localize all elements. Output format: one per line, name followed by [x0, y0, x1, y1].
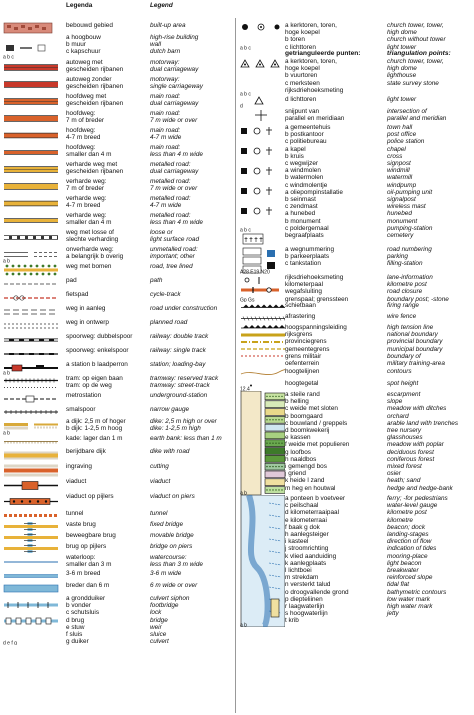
legend-symbol-water1: [2, 554, 60, 570]
legend-entry: [237, 391, 474, 495]
legend-term-english: light tower: [387, 96, 417, 103]
legend-entry: [0, 305, 234, 319]
legend-term-dutch: a wegnummering b parkeerplaats c tankstation: [285, 246, 335, 268]
legend-entry: [237, 324, 474, 368]
legend-entry: [0, 34, 234, 59]
legend-term-english: cemetery: [387, 232, 414, 239]
legend-term-dutch: schietbaan: [285, 302, 316, 309]
legend-term-english: dike: 2,5 m high or over dike: 1-2,5 m high: [150, 418, 217, 433]
legend-term-english: narrow gauge: [150, 406, 190, 413]
legend-term-dutch: autoweg met gescheiden rijbanen: [66, 59, 124, 74]
legend-term-english: railway: double track: [150, 333, 209, 340]
legend-term-dutch: berijdbare dijk: [66, 448, 106, 455]
legend-symbol-road: [2, 76, 60, 93]
legend-symbol-tunnel: [2, 510, 60, 521]
legend-symbol-trees: [2, 263, 60, 277]
symbol-letter-labels: d: [240, 103, 243, 108]
legend-term-dutch: spoorweg: enkelspoor: [66, 347, 129, 354]
legend-term-english: lane-information kilometre post road closure boundary post; -stone: [387, 274, 449, 303]
legend-term-dutch: a station b laadperron: [66, 361, 128, 368]
legend-entry: [0, 22, 234, 34]
legend-term-english: bridge on piers: [150, 543, 193, 550]
legend-entry: [0, 229, 234, 246]
legend-entry: [0, 291, 234, 305]
legend-symbol-tram: [2, 375, 60, 392]
legend-symbol-roadnum: [239, 246, 285, 274]
symbol-letter-labels: Gp Gs: [240, 297, 255, 302]
legend-term-english: tramway: reserved track tramway: street-track: [150, 375, 219, 390]
legend-term-dutch: autoweg zonder gescheiden rijbanen: [66, 76, 124, 91]
legend-symbol-waterfeat: [239, 495, 285, 627]
legend-term-dutch: vaste brug: [66, 521, 96, 528]
legend-term-dutch: a grondduiker b vonder c schutsluis d brug e stuw f sluis g duiker: [66, 595, 106, 646]
legend-term-dutch: beweegbare brug: [66, 532, 116, 539]
legend-symbol-viaduct: [2, 478, 60, 493]
legend-term-english: road, tree lined: [150, 263, 193, 270]
legend-entry: [0, 375, 234, 392]
legend-term-dutch: hoofdweg: 4-7 m breed: [66, 127, 101, 142]
legend-term-english: viaduct: [150, 478, 171, 485]
legend-symbol-posts: [239, 274, 285, 302]
legend-term-dutch: breder dan 6 m: [66, 582, 110, 589]
legend-term-dutch: verharde weg met gescheiden rijbanen: [66, 161, 124, 176]
legend-term-dutch: getrianguleerde punten:: [285, 50, 361, 57]
legend-term-english: town hall post office police station chapel cross signpost windmill watermill windpump oil-pumping unit signalpost wireless mast hunebed monument pumping-station: [387, 124, 433, 232]
legend-term-dutch: spoorweg: dubbelspoor: [66, 333, 133, 340]
title-english: Legend: [150, 2, 173, 9]
legend-term-english: 3-6 m wide: [150, 570, 182, 577]
legend-symbol-constr: [2, 305, 60, 319]
legend-entry: [0, 161, 234, 178]
legend-term-dutch: tunnel: [66, 510, 84, 517]
legend-term-dutch: hoogspanningsleiding rijksgrens provinciegrens gemeentegrens grens militair oefenterrein: [285, 324, 347, 368]
legend-term-dutch: a dijk: 2,5 m of hoger b dijk: 1-2,5 m hoog: [66, 418, 126, 433]
legend-symbol-cycle: [2, 291, 60, 305]
legend-entry: [0, 93, 234, 110]
legend-symbol-culverts: [2, 595, 60, 645]
legend-entry: [0, 435, 234, 448]
legend-entry: [237, 495, 474, 627]
symbol-letter-labels: d e f g: [3, 640, 17, 645]
legend-entry: [0, 277, 234, 291]
legend-term-english: road numbering parking filling-station: [387, 246, 432, 268]
legend-entry: [237, 124, 474, 232]
legend-entry: [0, 127, 234, 144]
legend-term-english: firing range: [387, 302, 419, 309]
legend-entry: [0, 333, 234, 347]
legend-term-dutch: a kerktoren, toren, hoge koepel b toren c lichttoren: [285, 22, 337, 51]
legend-term-dutch: hoofdweg: 7 m of breder: [66, 110, 105, 125]
legend-term-english: wire fence: [387, 313, 417, 320]
legend-term-english: contours: [387, 368, 412, 375]
legend-symbol-borders: [239, 324, 285, 368]
legend-term-english: station; loading-bay: [150, 361, 206, 368]
legend-symbol-road: [2, 229, 60, 246]
legend-term-dutch: pad: [66, 277, 77, 284]
legend-entry: [237, 232, 474, 246]
legend-symbol-road: [2, 195, 60, 212]
legend-term-english: church tower, tower, high dome lighthouse state survey stone: [387, 58, 444, 87]
legend-term-dutch: hoofdweg met gescheiden rijbanen: [66, 93, 124, 108]
legend-symbol-viapier: [2, 493, 60, 510]
legend-entry: [237, 368, 474, 380]
legend-term-dutch: rijksdriehoeksmeting kilometerpaal wegafsluiting grenspaal; grenssteen: [285, 274, 349, 303]
legend-term-english: main road: 4-7 m wide: [150, 127, 182, 142]
legend-symbol-builtup: [2, 22, 60, 34]
legend-symbol-road: [2, 144, 60, 161]
legend-symbol-kade: [2, 435, 60, 448]
legend-entry: [237, 58, 474, 96]
legend-term-english: railway: single track: [150, 347, 206, 354]
legend-entry: [0, 195, 234, 212]
legend-entry: [0, 406, 234, 418]
legend-term-english: metalled road: less than 4 m wide: [150, 212, 203, 227]
legend-symbol-rail2: [2, 333, 60, 347]
symbol-letter-labels: a b: [240, 622, 247, 627]
legend-term-dutch: verharde weg: smaller dan 4 m: [66, 212, 112, 227]
symbol-letter-labels: a b: [3, 370, 10, 375]
legend-term-english: loose or light surface road: [150, 229, 200, 244]
legend-entry: [0, 212, 234, 229]
legend-term-english: main road: 7 m wide or over: [150, 110, 198, 125]
legend-term-english: metalled road: dual carriageway: [150, 161, 199, 176]
legend-symbol-lighttower: [239, 96, 285, 108]
legend-term-dutch: verharde weg: 4-7 m breed: [66, 195, 107, 210]
legend-term-english: culvert siphon footbridge lock bridge weir sluice culvert: [150, 595, 190, 646]
legend-entry: [0, 510, 234, 521]
legend-term-english: high tension line national boundary provincial boundary municipal boundary boundary of military training-area: [387, 324, 445, 368]
legend-entry: [0, 76, 234, 93]
legend-symbol-planned: [2, 319, 60, 333]
legend-symbol-contours: [239, 368, 285, 380]
legend-entry: [0, 595, 234, 645]
legend-entry: [0, 361, 234, 375]
column-divider: [235, 18, 236, 713]
symbol-letter-labels: a b: [3, 430, 10, 435]
legend-term-english: cutting: [150, 463, 169, 470]
legend-term-english: built-up area: [150, 22, 186, 29]
legend-symbol-station: [2, 361, 60, 375]
legend-entry: [0, 543, 234, 554]
legend-entry: [0, 478, 234, 493]
legend-symbol-abc: [2, 34, 60, 59]
legend-entry: [0, 582, 234, 595]
title-dutch: Legenda: [66, 2, 93, 9]
legend-term-dutch: brug op pijlers: [66, 543, 107, 550]
symbol-letter-labels: a b: [240, 490, 247, 495]
legend-symbol-dikeroad: [2, 448, 60, 463]
legend-term-english: 6 m wide or over: [150, 582, 198, 589]
legend-symbol-spot: [239, 380, 285, 391]
legend-symbol-water2: [2, 570, 60, 582]
legend-symbol-road: [2, 127, 60, 144]
legend-term-english: metalled road: 7 m wide or over: [150, 178, 198, 193]
legend-term-dutch: d lichttoren: [285, 96, 317, 103]
legend-term-english: cycle-track: [150, 291, 181, 298]
symbol-letter-labels: a b c: [240, 45, 251, 50]
legend-entry: [0, 178, 234, 195]
legend-term-dutch: viaduct: [66, 478, 87, 485]
legend-symbol-road: [2, 110, 60, 127]
legend-term-dutch: hoofdweg: smaller dan 4 m: [66, 144, 112, 159]
legend-term-dutch: fietspad: [66, 291, 89, 298]
legend-symbol-bridge: [2, 521, 60, 532]
legend-symbol-path: [2, 277, 60, 291]
legend-entry: [0, 418, 234, 435]
legend-symbol-towers: [239, 22, 285, 50]
legend-symbol-firing: [239, 302, 285, 313]
legend-symbol-cutting: [2, 463, 60, 478]
legend-entry: [0, 554, 234, 570]
legend-entry: [237, 302, 474, 313]
legend-term-dutch: 3-6 m breed: [66, 570, 101, 577]
legend-symbol-metro: [2, 392, 60, 406]
legend-term-dutch: a kerktoren, toren, hoge koepel b vuurtoren c merksteen rijksdriehoeksmeting: [285, 58, 344, 94]
legend-term-english: underground-station: [150, 392, 208, 399]
legend-entry: [237, 50, 474, 58]
legend-symbol-road: [2, 59, 60, 76]
legend-term-english: spot height: [387, 380, 419, 387]
legend-symbol-buildings: [239, 124, 285, 232]
legend-entry: [0, 532, 234, 543]
legend-entry: [0, 110, 234, 127]
legend-term-english: high-rise building wall dutch barn: [150, 34, 199, 56]
legend-term-dutch: weg met bomen: [66, 263, 112, 270]
legend-entry: [0, 319, 234, 333]
legend-term-dutch: ingraving: [66, 463, 92, 470]
legend-term-english: viaduct on piers: [150, 493, 195, 500]
legend-term-english: watercourse: less than 3 m wide: [150, 554, 203, 569]
legend-entry: [237, 380, 474, 391]
legend-entry: [0, 144, 234, 161]
legend-symbol-dike: [2, 418, 60, 435]
legend-term-english: road under construction: [150, 305, 218, 312]
legend-term-dutch: waterloop: smaller dan 3 m: [66, 554, 112, 569]
legend-entry: [237, 313, 474, 324]
legend-symbol-trig: [239, 58, 285, 96]
legend-entry: [237, 246, 474, 274]
legend-symbol-fence: [239, 313, 285, 324]
legend-term-dutch: viaduct op pijlers: [66, 493, 114, 500]
symbol-letter-labels: a b c: [240, 227, 251, 232]
legend-symbol-road: [2, 212, 60, 229]
legend-entry: [0, 448, 234, 463]
legend-entry: [0, 347, 234, 361]
legend-term-english: unmetalled road: important; other: [150, 246, 198, 261]
legend-term-dutch: hoogtegetal: [285, 380, 319, 387]
legend-term-english: motorway: dual carriageway: [150, 59, 199, 74]
symbol-letter-labels: 12.4: [240, 386, 250, 391]
legend-symbol-road: [2, 93, 60, 110]
legend-term-english: path: [150, 277, 163, 284]
legend-term-english: motorway: single carriageway: [150, 76, 203, 91]
legend-entry: [237, 96, 474, 108]
legend-term-dutch: begraafplaats: [285, 232, 324, 239]
legend-term-english: planned road: [150, 319, 188, 326]
legend-term-english: main road: less than 4 m wide: [150, 144, 203, 159]
symbol-letter-labels: a b c: [240, 91, 251, 96]
legend-symbol-unmet: [2, 246, 60, 263]
legend-symbol-cemetery: [239, 232, 285, 246]
legend-term-english: tunnel: [150, 510, 168, 517]
legend-term-english: earth bank: less than 1 m: [150, 435, 222, 442]
legend-term-dutch: a hoogbouw b muur c kapschuur: [66, 34, 101, 56]
legend-term-dutch: a gemeentehuis b postkantoor c politiebureau a kapel b kruis c wegwijzer a windmolen b watermolen c windmolentje a oliepompinstallatie b seinmast c zendmast a hunebed b monument c poldergemaal: [285, 124, 343, 232]
legend-term-dutch: weg met losse of slechte verharding: [66, 229, 119, 244]
legend-term-english: church tower, tower, high dome church without tower light tower: [387, 22, 446, 51]
legend-term-dutch: onverharde weg: a belangrijk b overig: [66, 246, 124, 261]
symbol-letter-labels: a b c: [3, 54, 14, 59]
legend-entry: [0, 263, 234, 277]
legend-term-dutch: smalspoor: [66, 406, 96, 413]
legend-symbol-bridge: [2, 543, 60, 554]
legend-term-english: fixed bridge: [150, 521, 184, 528]
legend-entry: [237, 274, 474, 302]
legend-symbol-water3: [2, 582, 60, 595]
legend-symbol-landuse: [239, 391, 285, 495]
legend-symbol-road: [2, 178, 60, 195]
legend-term-english: intersection of parallel and meridian: [387, 108, 447, 123]
legend-symbol-rail1: [2, 347, 60, 361]
legend-entry: [237, 108, 474, 124]
legend-term-dutch: metrostation: [66, 392, 102, 399]
legend-symbol-road: [2, 161, 60, 178]
legend-term-dutch: verharde weg: 7 m of breder: [66, 178, 107, 193]
legend-term-dutch: a ponteen b voetveer c peilschaal d kilometerraaipaal e kilometerraai f baak g dok h aanlegsteiger i kasteel j stroomrichting k vlied aanduiding k aanlegplaats l lichtboei m strekdam n versterkt talud o droogvallende grond p diepteliinen r laagwaterlijn s hoogwaterlijn t krib: [285, 495, 349, 625]
legend-term-dutch: weg in aanleg: [66, 305, 106, 312]
symbol-letter-labels: a b: [3, 258, 10, 263]
legend-symbol-narrow: [2, 406, 60, 418]
legend-term-english: escarpment slope meadow with ditches orchard arable land with trenches tree nursery glasshouses meadow with poplar deciduous forest coniferous forest mixed forest osier heath; sand hedge and hedge-bank: [387, 391, 459, 492]
legend-entry: [0, 521, 234, 532]
legend-term-english: triangulation points:: [387, 50, 451, 57]
legend-term-english: ferry; -for pedestrians water-level gauge kilometre post kilometre beacon; dock landing-stages direction of flow indication of tides mooring-place light beacon breakwater reinforced slope tidal flat bathymetric contours low water mark high water mark jetty: [387, 495, 448, 618]
legend-term-english: movable bridge: [150, 532, 194, 539]
legend-entry: [0, 493, 234, 510]
legend-entry: [0, 570, 234, 582]
legend-symbol-cross: [239, 108, 285, 124]
legend-term-english: dike with road: [150, 448, 190, 455]
legend-term-english: main road: dual carriageway: [150, 93, 199, 108]
legend-entry: [0, 392, 234, 406]
legend-term-dutch: hoogtelijnen: [285, 368, 320, 375]
legend-term-dutch: snijpunt van parallel en meridiaan: [285, 108, 345, 123]
legend-entry: [0, 59, 234, 76]
legend-term-dutch: afrastering: [285, 313, 316, 320]
legend-term-dutch: bebouwd gebied: [66, 22, 113, 29]
legend-term-dutch: a steile rand b helling c weide met sloten b boomgaard c bouwland / greppels d boomkwekerij e kassen f weide met populieren g loofbos h naaldbos i gemengd bos j griend k heide l zand m heg en houtwal: [285, 391, 350, 492]
legend-term-english: metalled road: 4-7 m wide: [150, 195, 191, 210]
legend-term-dutch: tram: op eigen baan tram: op de weg: [66, 375, 123, 390]
legend-symbol-bridge: [2, 532, 60, 543]
legend-entry: [237, 22, 474, 50]
legend-entry: [0, 463, 234, 478]
legend-entry: [0, 246, 234, 263]
legend-term-dutch: weg in ontwerp: [66, 319, 109, 326]
legend-term-dutch: kade: lager dan 1 m: [66, 435, 123, 442]
symbol-letter-labels: A28 E19 N20: [240, 269, 270, 274]
